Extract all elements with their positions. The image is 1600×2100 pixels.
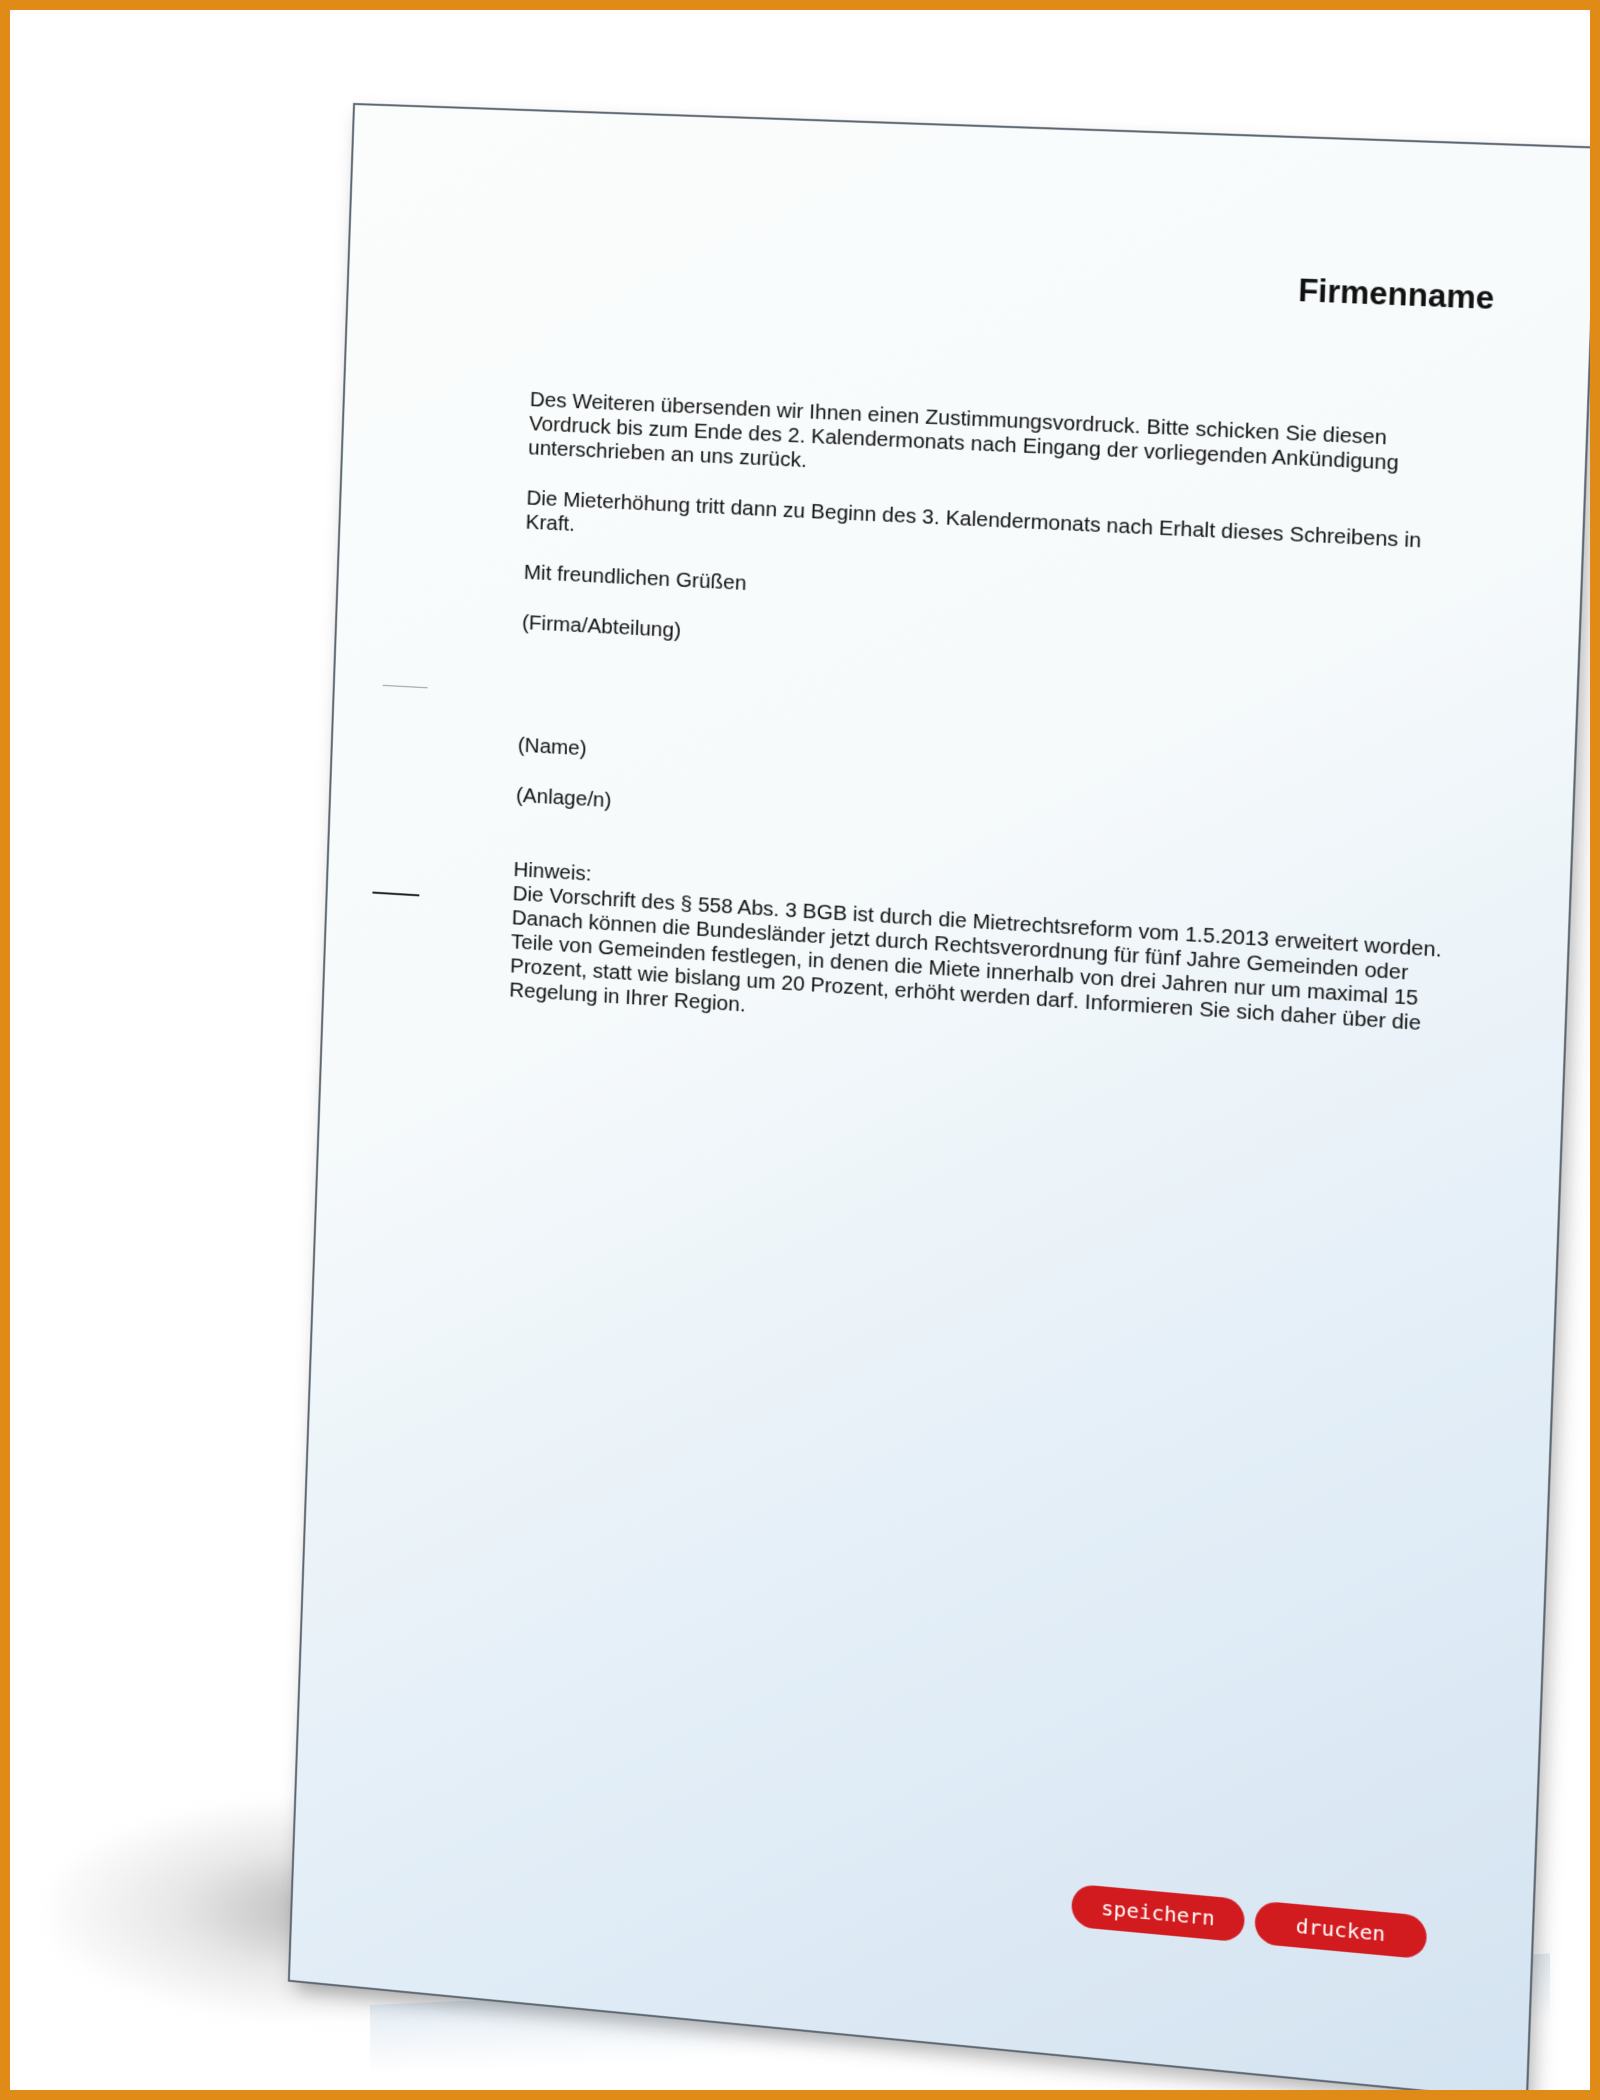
paragraph-effective-date: Die Mieterhöhung tritt dann zu Beginn des 3. Kalendermonats nach Erhalt dieses Schreibens in Kraft. — [525, 486, 1422, 553]
paragraph-consent-form: Des Weiteren übersenden wir Ihnen einen Zustimmungsvordruck. Bitte schicken Sie diesen Vordruck bis zum Ende des 2. Kalendermonats nach Eingang der vorliegenden Ankündigung unterschrieben an uns zurück. — [527, 387, 1400, 475]
attachment-line: (Anlage/n) — [515, 783, 612, 813]
note-heading: Hinweis: — [513, 857, 592, 886]
print-button[interactable]: drucken — [1254, 1900, 1427, 1959]
save-button[interactable]: speichern — [1071, 1884, 1245, 1943]
closing-greeting: Mit freundlichen Grüßen — [523, 560, 747, 596]
signature-company: (Firma/Abteilung) — [521, 610, 682, 643]
punch-mark — [372, 892, 419, 897]
fold-mark — [383, 685, 428, 688]
company-name: Firmenname — [1297, 272, 1495, 317]
note-block — [509, 858, 1456, 1063]
letter-body — [509, 388, 1474, 1063]
note-text: Die Vorschrift des § 558 Abs. 3 BGB ist durch die Mietrechtsreform vom 1.5.2013 erweitert worden. Danach können die Bundesländer jetzt durch Rechtsverordnung für fünf Jahre Gemeinden oder Teile von Gemeinden festlegen, in denen die Miete innerhalb von drei Jahren nur um maximal 15 Prozent, statt wie bislang um 20 Prozent, erhöht werden darf. Informieren Sie sich daher über die Regelung in Ihrer Region. — [508, 882, 1443, 1036]
document-sheet — [290, 105, 1596, 2100]
signature-name: (Name) — [517, 733, 588, 761]
